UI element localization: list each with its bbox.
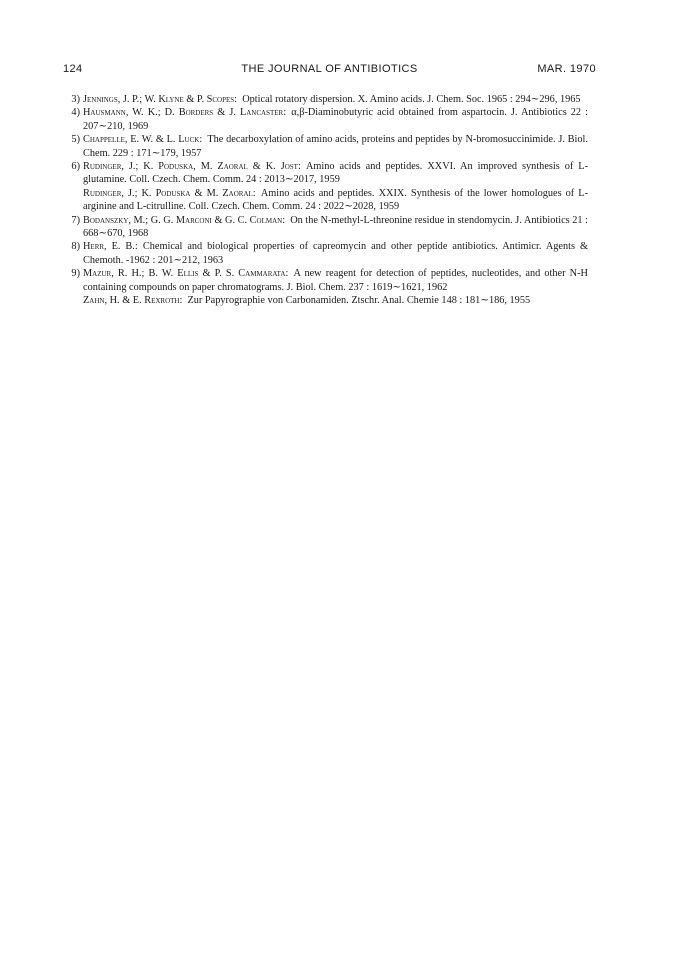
reference-entry: [83, 133, 588, 160]
reference-number: 4): [71, 107, 80, 119]
reference-text: Chemical and biological properties of capreomycin and other peptide antibiotics. Antimicr. Agents & Chemoth. -1962 : 201∼212, 1963: [83, 241, 588, 266]
reference-entry: [83, 160, 588, 187]
reference-text: A new reagent for detection of peptides, nucleotides, and other N-H containing compounds on paper chromatograms. J. Biol. Chem. 237 : 1619∼1621, 1962: [83, 268, 588, 293]
reference-entry: [83, 106, 588, 133]
reference-entry: [83, 240, 588, 267]
reference-number: 3): [71, 94, 80, 105]
reference-authors: Zahn, H. & E. Rexroth:: [83, 295, 183, 307]
reference-text: Optical rotatory dispersion. X. Amino acids. J. Chem. Soc. 1965 : 294∼296, 1965: [242, 94, 581, 105]
page-number: 124: [63, 63, 83, 75]
reference-text: α,β-Diaminobutyric acid obtained from aspartocin. J. Antibiotics 22 : 207∼210, 1969: [83, 107, 589, 132]
reference-text: Amino acids and peptides. XXVI. An improved synthesis of L-glutamine. Coll. Czech. Chem. Comm. 24 : 2013∼2017, 1959: [83, 161, 588, 186]
reference-number: 8): [71, 241, 80, 253]
reference-text: Amino acids and peptides. XXIX. Synthesis of the lower homologues of L-arginine and L-citrulline. Coll. Czech. Chem. Comm. 24 : 2022∼2028, 1959: [83, 187, 589, 213]
reference-list: [66, 93, 588, 308]
reference-item: [66, 160, 588, 214]
reference-entry: [83, 187, 588, 214]
reference-authors: Hausmann, W. K.; D. Borders & J. Lancaster:: [83, 107, 287, 119]
reference-number: 5): [71, 134, 80, 146]
reference-authors: Rudinger, J.; K. Poduska, M. Zaoral & K. Jost:: [83, 161, 301, 173]
reference-number: 7): [71, 214, 80, 226]
reference-entry: [83, 267, 588, 294]
reference-text: On the N-methyl-L-threonine residue in stendomycin. J. Antibiotics 21 : 668∼670, 1968: [83, 214, 588, 240]
reference-entry: [83, 294, 588, 307]
reference-item: [66, 214, 588, 241]
reference-item: [66, 133, 588, 160]
journal-title: THE JOURNAL OF ANTIBIOTICS: [241, 63, 418, 75]
reference-authors: Mazur, R. H.; B. W. Ellis & P. S. Cammarata:: [83, 268, 289, 280]
reference-authors: Chappelle, E. W. & L. Luck:: [83, 134, 203, 146]
reference-entry: [83, 93, 588, 106]
reference-item: [66, 267, 588, 307]
issue-date: MAR. 1970: [537, 63, 596, 75]
reference-authors: Herr, E. B.:: [83, 241, 138, 253]
reference-text: The decarboxylation of amino acids, proteins and peptides by N-bromosuccinimide. J. Biol. Chem. 229 : 171∼179, 1957: [83, 134, 588, 159]
reference-authors: Rudinger, J.; K. Poduska & M. Zaoral:: [83, 187, 256, 199]
reference-authors: Bodanszky, M.; G. G. Marconi & G. C. Colman:: [83, 214, 286, 226]
page-header: [63, 63, 596, 79]
reference-item: [66, 93, 588, 106]
reference-number: 6): [71, 161, 80, 173]
reference-number: 9): [71, 268, 80, 280]
reference-item: [66, 106, 588, 133]
reference-text: Zur Papyrographie von Carbonamiden. Ztschr. Anal. Chemie 148 : 181∼186, 1955: [187, 295, 531, 307]
reference-authors: Jennings, J. P.; W. Klyne & P. Scopes:: [83, 94, 238, 105]
reference-entry: [83, 214, 588, 241]
reference-item: [66, 240, 588, 267]
